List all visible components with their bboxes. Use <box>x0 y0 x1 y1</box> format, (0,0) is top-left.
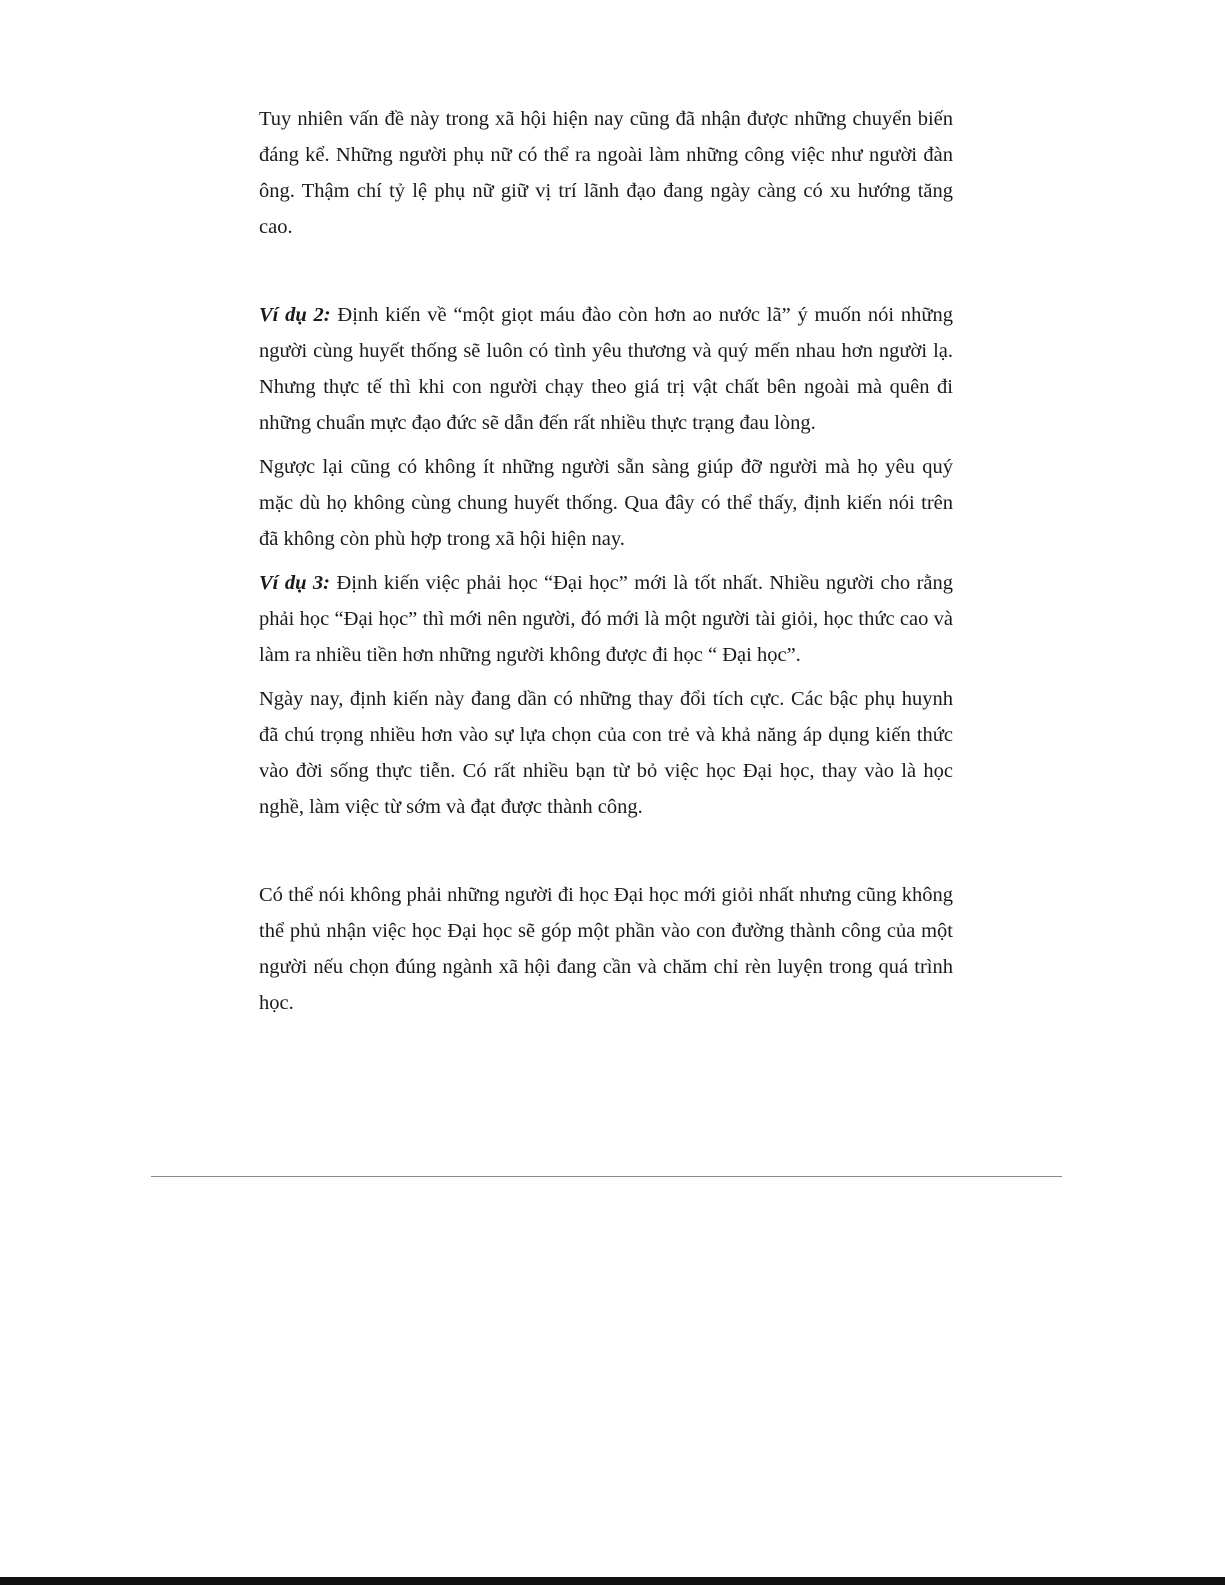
paragraph-text: Ngày nay, định kiến này đang dần có những thay đổi tích cực. Các bậc phụ huynh đã chú trọng nhiều hơn vào sự lựa chọn của con trẻ và khả năng áp dụng kiến thức vào đời sống thực tiễn. Có rất nhiều bạn từ bỏ việc học Đại học, thay vào là học nghề, làm việc từ sớm và đạt được thành công. <box>259 688 953 818</box>
paragraph-text: Ngược lại cũng có không ít những người sẵn sàng giúp đỡ người mà họ yêu quý mặc dù họ không cùng chung huyết thống. Qua đây có thể thấy, định kiến nói trên đã không còn phù hợp trong xã hội hiện nay. <box>259 456 953 550</box>
paragraph-nowadays <box>259 681 953 825</box>
example-2-label: Ví dụ 2: <box>259 304 331 326</box>
paragraph-text: Có thể nói không phải những người đi học Đại học mới giỏi nhất nhưng cũng không thể phủ nhận việc học Đại học sẽ góp một phần vào con đường thành công của một người nếu chọn đúng ngành xã hội đang cần và chăm chỉ rèn luyện trong quá trình học. <box>259 884 953 1014</box>
paragraph-example-3 <box>259 565 953 673</box>
paragraph-example-2 <box>259 297 953 441</box>
paragraph-text: Định kiến về “một giọt máu đào còn hơn ao nước lã” ý muốn nói những người cùng huyết thống sẽ luôn có tình yêu thương và quý mến nhau hơn người lạ. Nhưng thực tế thì khi con người chạy theo giá trị vật chất bên ngoài mà quên đi những chuẩn mực đạo đức sẽ dẫn đến rất nhiều thực trạng đau lòng. <box>259 304 953 434</box>
page-bottom-edge <box>0 1577 1225 1585</box>
paragraph-women-change <box>259 101 953 245</box>
page-divider <box>151 1176 1062 1177</box>
paragraph-conclusion <box>259 877 953 1021</box>
document-body <box>259 101 953 1021</box>
paragraph-text: Tuy nhiên vấn đề này trong xã hội hiện nay cũng đã nhận được những chuyển biến đáng kể. Những người phụ nữ có thể ra ngoài làm những công việc như người đàn ông. Thậm chí tỷ lệ phụ nữ giữ vị trí lãnh đạo đang ngày càng có xu hướng tăng cao. <box>259 108 953 238</box>
paragraph-text: Định kiến việc phải học “Đại học” mới là tốt nhất. Nhiều người cho rằng phải học “Đại học” thì mới nên người, đó mới là một người tài giỏi, học thức cao và làm ra nhiều tiền hơn những người không được đi học “ Đại học”. <box>259 572 953 666</box>
paragraph-contrary <box>259 449 953 557</box>
example-3-label: Ví dụ 3: <box>259 572 330 594</box>
